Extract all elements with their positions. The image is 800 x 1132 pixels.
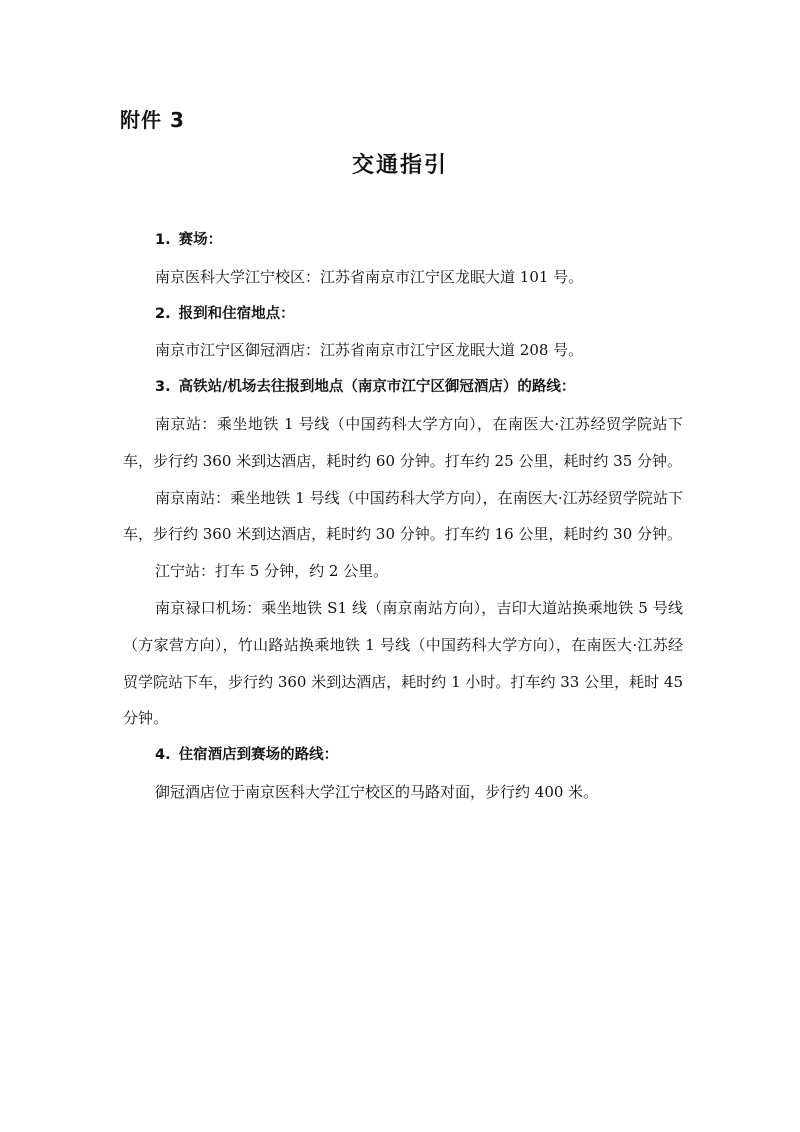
document-body [123, 222, 683, 811]
section-number: 2. [155, 305, 171, 322]
section-1 [123, 222, 683, 296]
section-3 [123, 369, 683, 737]
paragraph: 南京市江宁区御冠酒店：江苏省南京市江宁区龙眠大道 208 号。 [155, 341, 584, 360]
paragraph: 南京南站：乘坐地铁 1 号线（中国药科大学方向），在南医大·江苏经贸学院站下车，步行约 360 米到达酒店，耗时约 30 分钟。打车约 16 公里，耗时约 30 分钟。 [123, 488, 683, 544]
section-number: 1. [155, 232, 171, 248]
section-heading-text: 住宿酒店到赛场的路线： [178, 747, 339, 764]
section-4 [123, 737, 683, 811]
attachment-label: 附件 3 [120, 108, 185, 132]
section-2 [123, 296, 683, 370]
paragraph: 南京站：乘坐地铁 1 号线（中国药科大学方向），在南医大·江苏经贸学院站下车，步行约 360 米到达酒店，耗时约 60 分钟。打车约 25 公里，耗时约 35 分钟。 [123, 414, 683, 470]
paragraph: 御冠酒店位于南京医科大学江宁校区的马路对面，步行约 400 米。 [155, 782, 599, 801]
section-heading [123, 737, 683, 774]
page-title: 交通指引 [351, 153, 448, 178]
section-heading [123, 369, 683, 406]
section-number: 3. [155, 379, 171, 396]
paragraph: 南京禄口机场：乘坐地铁 S1 线（南京南站方向），吉印大道站换乘地铁 5 号线（方家营方向），竹山路站换乘地铁 1 号线（中国药科大学方向），在南医大·江苏经贸学院站下车，步行约 360 米到达酒店，耗时约 1 小时。打车约 33 公里，耗时 45 分钟。 [123, 598, 683, 728]
section-heading [123, 296, 683, 333]
section-heading-text: 高铁站/机场去往报到地点（南京市江宁区御冠酒店）的路线： [178, 379, 576, 396]
section-heading [123, 222, 683, 259]
paragraph: 南京医科大学江宁校区：江苏省南京市江宁区龙眠大道 101 号。 [155, 267, 584, 286]
paragraph: 江宁站：打车 5 分钟，约 2 公里。 [155, 562, 389, 581]
section-heading-text: 报到和住宿地点： [178, 305, 295, 322]
section-number: 4. [155, 747, 171, 764]
section-heading-text: 赛场： [178, 232, 223, 248]
